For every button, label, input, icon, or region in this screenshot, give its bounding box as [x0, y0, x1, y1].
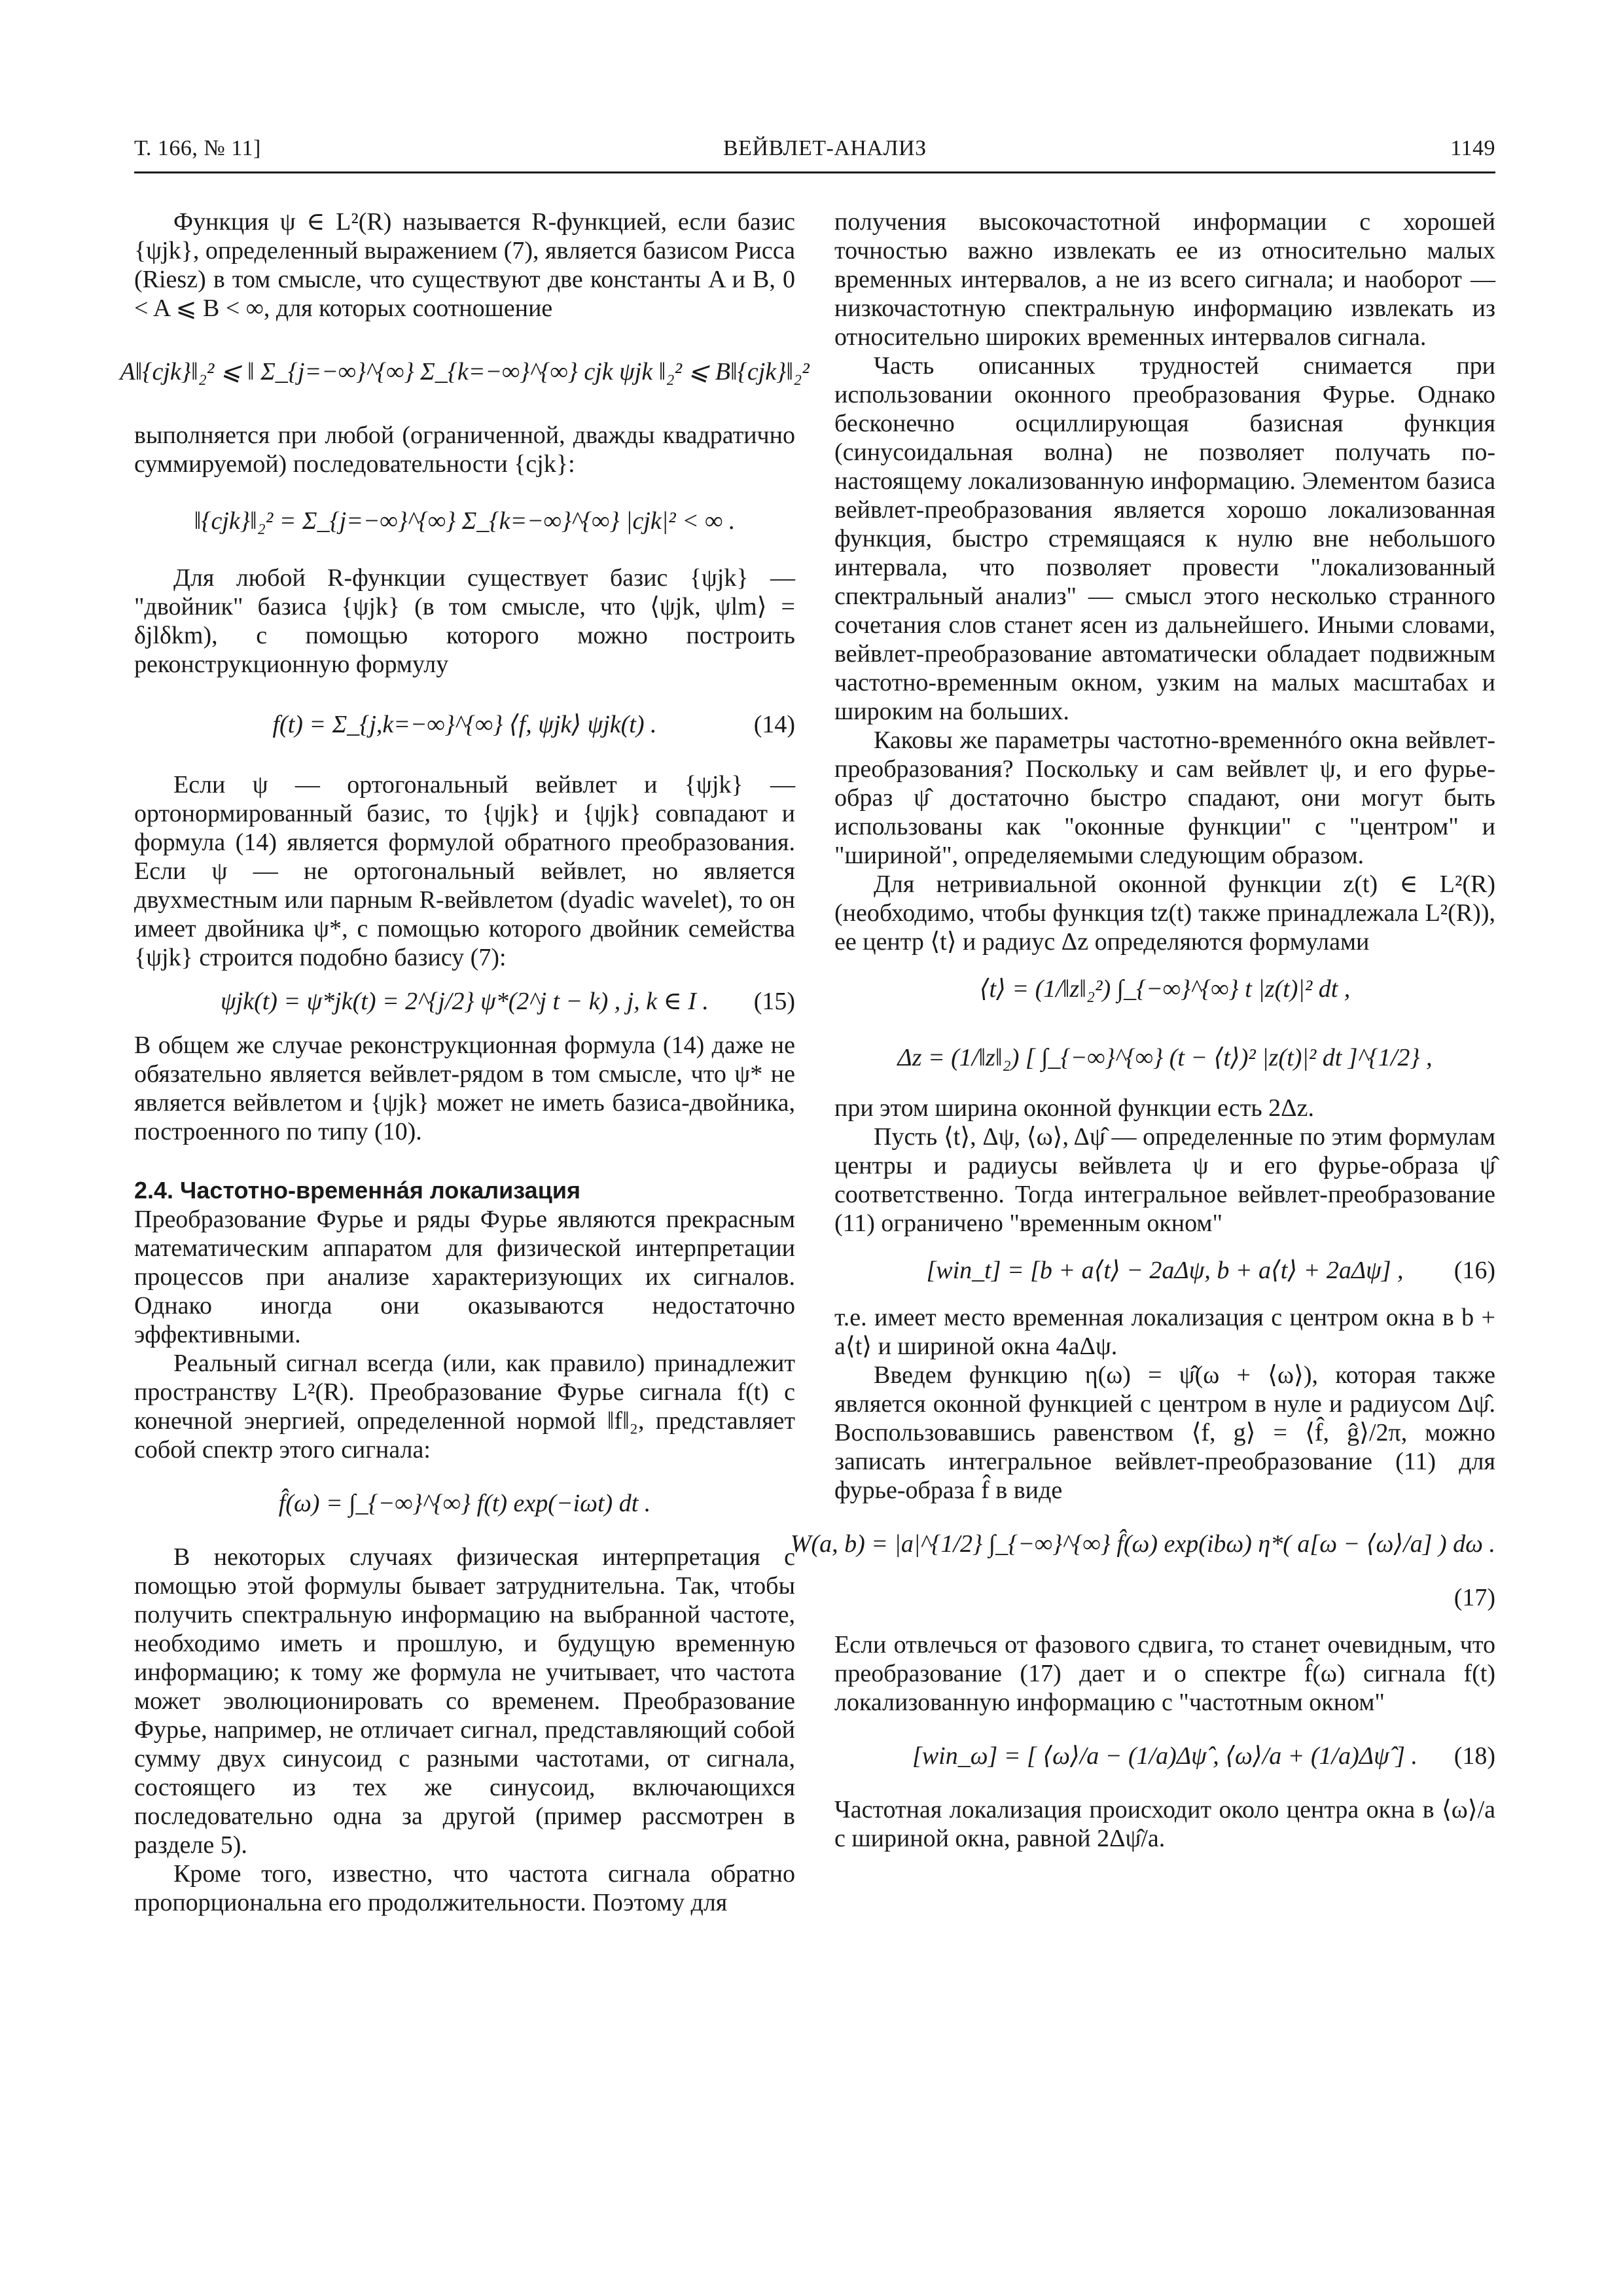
paragraph: Для нетривиальной оконной функции z(t) ∈ L²(R) (необходимо, чтобы функция tz(t) также принадлежала L²(R)), ее центр ⟨t⟩ и радиус Δz определяются формулами: [834, 870, 1495, 956]
equation-norm: [134, 478, 795, 564]
paragraph: Функция ψ ∈ L²(R) называется R-функцией, если базис {ψjk}, определенный выражением (7), является базисом Рисса (Riesz) в том смысле, что существуют две константы A и B, 0 < A ⩽ B < ∞, для которых соотношение: [134, 208, 795, 322]
equation-number: (18): [1454, 1742, 1495, 1770]
equation-15: [134, 972, 795, 1031]
equation-text: Δz = (1/‖z‖₂) [ ∫_{−∞}^{∞} (t − ⟨t⟩)² |z(t)|² dt ]^{1/2} ,: [897, 1044, 1433, 1071]
equation-number: (17): [1454, 1584, 1495, 1611]
equation-riesz: [120, 323, 810, 421]
paragraph: при этом ширина оконной функции есть 2Δz.: [834, 1094, 1314, 1122]
paragraph: Кроме того, известно, что частота сигнала обратно пропорциональна его продолжительности. Поэтому для: [134, 1860, 795, 1916]
running-head-volume: Т. 166, № 11]: [134, 136, 261, 160]
equation-17: [790, 1505, 1495, 1583]
paragraph: Если отвлечься от фазового сдвига, то станет очевидным, что преобразование (17) дает и о спектре f̂(ω) сигнала f(t) локализованную информацию с "частотным окном": [834, 1631, 1495, 1716]
equation-text: [win_ω] = [ ⟨ω⟩/a − (1/a)Δψ̂ , ⟨ω⟩/a + (1/a)Δψ̂ ] .: [912, 1742, 1418, 1770]
paragraph: Если ψ — ортогональный вейвлет и {ψjk} — ортонормированный базис, то {ψjk} и {ψjk} совпадают и формула (14) является формулой обратного преобразования. Если ψ — не ортогональный вейвлет, но является двухместным или парным R-вейвлетом (dyadic wavelet), то он имеет двойника ψ*, с помощью которого двойник семейства {ψjk} строится подобно базису (7):: [134, 771, 795, 971]
paragraph: Каковы же параметры частотно-временнóго окна вейвлет-преобразования? Поскольку и сам вейвлет ψ, и его фурье-образ ψ̂ достаточно быстро спадают, они могут быть использованы как "оконные функции" с "центром" и "шириной", определяемыми следующим образом.: [834, 726, 1495, 869]
equation-text: f̂(ω) = ∫_{−∞}^{∞} f(t) exp(−iωt) dt .: [278, 1490, 651, 1517]
right-column: [790, 207, 1495, 1853]
paragraph: Преобразование Фурье и ряды Фурье являются прекрасным математическим аппаратом для физической интерпретации процессов при анализе характеризующих их сигналов. Однако иногда они оказываются недостаточно эффективными.: [134, 1206, 795, 1348]
paragraph: Часть описанных трудностей снимается при использовании оконного преобразования Фурье. Однако бесконечно осциллирующая базисная функция (синусоидальная волна) не позволяет получать по-настоящему локализованную информацию. Элементом базиса вейвлет-преобразования является хорошо локализованная функция, быстро стремящаяся к нулю вне небольшого интервала, что позволяет провести "локализованный спектральный анализ" — смысл этого несколько странного сочетания слов станет ясен из дальнейшего. Иными словами, вейвлет-преобразование автоматически обладает подвижным частотно-временным окном, узким на малых масштабах и широким на больших.: [834, 352, 1495, 725]
page-number: 1149: [1450, 136, 1495, 160]
running-head-title: ВЕЙВЛЕТ-АНАЛИЗ: [723, 136, 927, 160]
paragraph: Частотная локализация происходит около центра окна в ⟨ω⟩/a с шириной окна, равной 2Δψ̂/a.: [834, 1796, 1495, 1852]
paragraph: В некоторых случаях физическая интерпретация с помощью этой формулы бывает затруднительна. Так, чтобы получить спектральную информацию на выбранной частоте, необходимо иметь и прошлую, и будущую временную информацию; к тому же формула не учитывает, что частота может эволюционировать со временем. Преобразование Фурье, например, не отличает сигнал, представляющий собой сумму двух синусоид с разными частотами, от сигнала, состоящего из тех же синусоид, включающихся последовательно одна за другой (пример рассмотрен в разделе 5).: [134, 1543, 795, 1859]
paragraph: Пусть ⟨t⟩, Δψ, ⟨ω⟩, Δψ̂ — определенные по этим формулам центры и радиусы вейвлета ψ и его фурье-образа ψ̂ соответственно. Тогда интегральное вейвлет-преобразование (11) ограничено "временным окном": [834, 1123, 1495, 1237]
equation-text: ‖{cjk}‖₂² = Σ_{j=−∞}^{∞} Σ_{k=−∞}^{∞} |cjk|² < ∞ .: [194, 507, 736, 535]
left-column: [120, 207, 810, 1917]
equation-14: [134, 679, 795, 770]
equation-number: (14): [753, 711, 795, 738]
equation-text: ⟨t⟩ = (1/‖z‖₂²) ∫_{−∞}^{∞} t |z(t)|² dt ,: [979, 975, 1351, 1003]
equation-text: A‖{cjk}‖₂² ⩽ ‖ Σ_{j=−∞}^{∞} Σ_{k=−∞}^{∞} cjk ψjk ‖₂² ⩽ B‖{cjk}‖₂²: [120, 358, 810, 386]
equation-17-number-row: [834, 1583, 1495, 1612]
equation-text: ψjk(t) = ψ*jk(t) = 2^{j/2} ψ*(2^j t − k) , j, k ∈ I .: [221, 988, 709, 1015]
section-heading: 2.4. Частотно-временнáя локализация: [134, 1177, 580, 1204]
equation-fourier: [134, 1464, 795, 1543]
equation-text: f(t) = Σ_{j,k=−∞}^{∞} ⟨f, ψjk⟩ ψjk(t) .: [272, 711, 657, 738]
paragraph: т.е. имеет место временная локализация с центром окна в b + a⟨t⟩ и шириной окна 4aΔψ.: [834, 1304, 1495, 1360]
paragraph: В общем же случае реконструкционная формула (14) даже не обязательно является вейвлет-рядом в том смысле, что ψ* не является вейвлетом и {ψjk} может не иметь базиса-двойника, построенного по типу (10).: [134, 1031, 795, 1145]
paragraph: получения высокочастотной информации с хорошей точностью важно извлекать ее из относительно малых временных интервалов, а не из всего сигнала; и наоборот — низкочастотную спектральную информацию извлекать из относительно широких временных интервалов сигнала.: [834, 208, 1495, 351]
equation-16: [834, 1238, 1495, 1303]
paragraph: Реальный сигнал всегда (или, как правило) принадлежит пространству L²(R). Преобразование Фурье сигнала f(t) с конечной энергией, определенной нормой ‖f‖₂, представляет собой спектр этого сигнала:: [134, 1350, 795, 1463]
paragraph: Для любой R-функции существует базис {ψjk} — "двойник" базиса {ψjk} (в том смысле, что ⟨ψjk, ψlm⟩ = δjlδkm), с помощью которого можно построить реконструкционную формулу: [134, 564, 795, 678]
equation-center: [834, 956, 1495, 1022]
equation-radius: [834, 1022, 1495, 1094]
equation-text: [win_t] = [b + a⟨t⟩ − 2aΔψ, b + a⟨t⟩ + 2aΔψ] ,: [926, 1257, 1404, 1284]
paragraph: Введем функцию η(ω) = ψ̂(ω + ⟨ω⟩), которая также является оконной функцией с центром в нуле и радиусом Δψ̂. Воспользовавшись равенством ⟨f, g⟩ = ⟨f̂, ĝ⟩/2π, можно записать интегральное вейвлет-преобразование (11) для фурье-образа f̂ в виде: [834, 1361, 1495, 1504]
equation-18: [834, 1717, 1495, 1795]
equation-text: W(a, b) = |a|^{1/2} ∫_{−∞}^{∞} f̂(ω) exp(ibω) η*( a[ω − ⟨ω⟩/a] ) dω .: [790, 1530, 1495, 1558]
header-rule: [134, 171, 1495, 173]
paragraph: выполняется при любой (ограниченной, дважды квадратично суммируемой) последовательности {cjk}:: [134, 422, 795, 478]
equation-number: (16): [1454, 1257, 1495, 1284]
equation-number: (15): [753, 988, 795, 1015]
